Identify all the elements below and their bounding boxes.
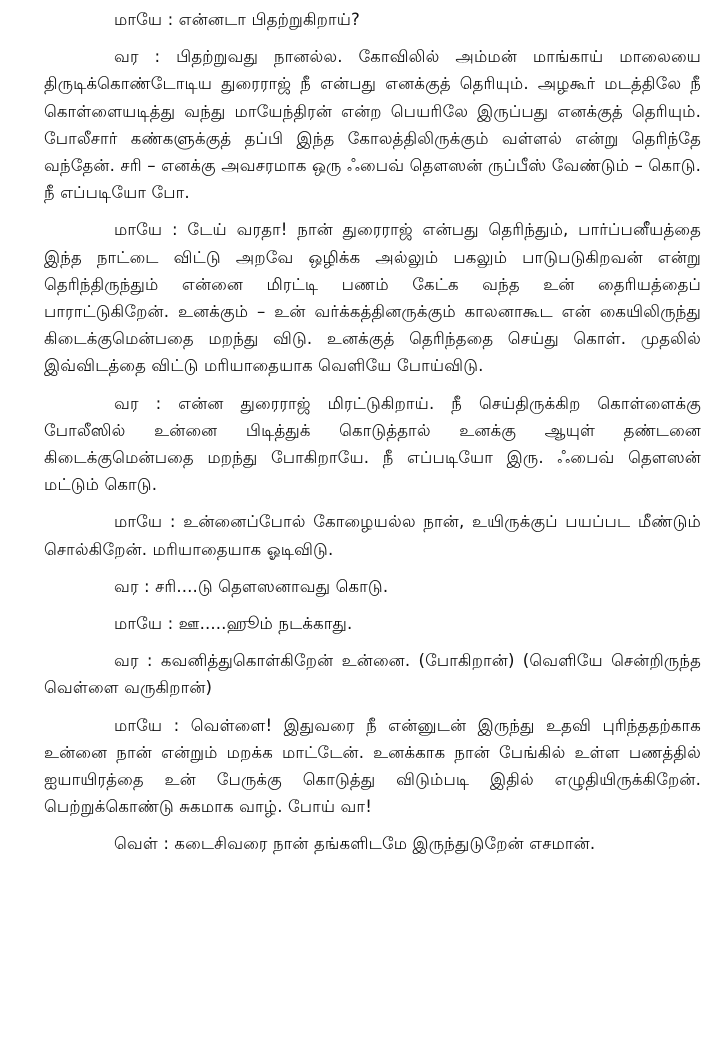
dialogue-paragraph: மாயே : டேய் வரதா! நான் துரைராஜ் என்பது தெரிந்தும், பார்ப்பனீயத்தை இந்த நாட்டை விட்டு அறவே ஒழிக்க அல்லும் பகலும் பாடுபடுகிறவன் என்று தெரிந்திருந்தும் என்னை மிரட்டி பணம் கேட்க வந்த உன் தைரியத்தைப் பாராட்டுகிறேன். உனக்கும் – உன் வர்க்கத்தினருக்கும் காலனாகூட என் கையிலிருந்து கிடைக்குமென்பதை மறந்து விடு. உனக்குத் தெரிந்ததை செய்து கொள். முதலில் இவ்விடத்தை விட்டு மரியாதையாக வெளியே போய்விடு. xyxy=(44,220,701,376)
dialogue-paragraph: மாயே : என்னடா பிதற்றுகிறாய்? xyxy=(114,10,360,29)
dialogue-paragraph: வர : பிதற்றுவது நானல்ல. கோவிலில் அம்மன் மாங்காய் மாலையை திருடிக்கொண்டோடிய துரைராஜ் நீ என்பது எனக்குத் தெரியும். அழகூர் மடத்திலே நீ கொள்ளையடித்து வந்து மாயேந்திரன் என்ற பெயரிலே இருப்பது எனக்குத் தெரியும். போலீசார் கண்களுக்குத் தப்பி இந்த கோலத்திலிருக்கும் வள்ளல் என்று தெரிந்தே வந்தேன். சரி – எனக்கு அவசரமாக ஒரு ஃபைவ் தௌஸன் ருப்பீஸ் வேண்டும் – கொடு. நீ எப்படியோ போ. xyxy=(44,47,701,203)
dialogue-paragraph: வர : கவனித்துகொள்கிறேன் உன்னை. (போகிறான்) (வெளியே சென்றிருந்த வெள்ளை வருகிறான்) xyxy=(44,651,701,698)
dialogue-paragraph: மாயே : உன்னைப்போல் கோழையல்ல நான், உயிருக்குப் பயப்பட மீண்டும் சொல்கிறேன். மரியாதையாக ஓடிவிடு. xyxy=(44,512,701,559)
document-page xyxy=(44,6,701,868)
dialogue-paragraph: வர : சரி....டு தௌஸனாவது கொடு. xyxy=(114,576,389,596)
dialogue-paragraph: வெள் : கடைசிவரை நான் தங்களிடமே இருந்துடுறேன் எசமான். xyxy=(114,834,596,854)
dialogue-paragraph: மாயே : வெள்ளை! இதுவரை நீ என்னுடன் இருந்து உதவி புரிந்ததற்காக உன்னை நான் என்றும் மறக்க மாட்டேன். உனக்காக நான் பேங்கில் உள்ள பணத்தில் ஐயாயிரத்தை உன் பேருக்கு கொடுத்து விடும்படி இதில் எழுதியிருக்கிறேன். பெற்றுக்கொண்டு சுகமாக வாழ். போய் வா! xyxy=(44,715,701,817)
dialogue-paragraph: மாயே : ஊ.....ஹூம் நடக்காது. xyxy=(114,614,353,634)
dialogue-paragraph: வர : என்ன துரைராஜ் மிரட்டுகிறாய். நீ செய்திருக்கிற கொள்ளைக்கு போலீஸில் உன்னை பிடித்துக் கொடுத்தால் உனக்கு ஆயுள் தண்டனை கிடைக்குமென்பதை மறந்து போகிறாயே. நீ எப்படியோ இரு. ஃபைவ் தௌஸன் மட்டும் கொடு. xyxy=(44,393,701,495)
